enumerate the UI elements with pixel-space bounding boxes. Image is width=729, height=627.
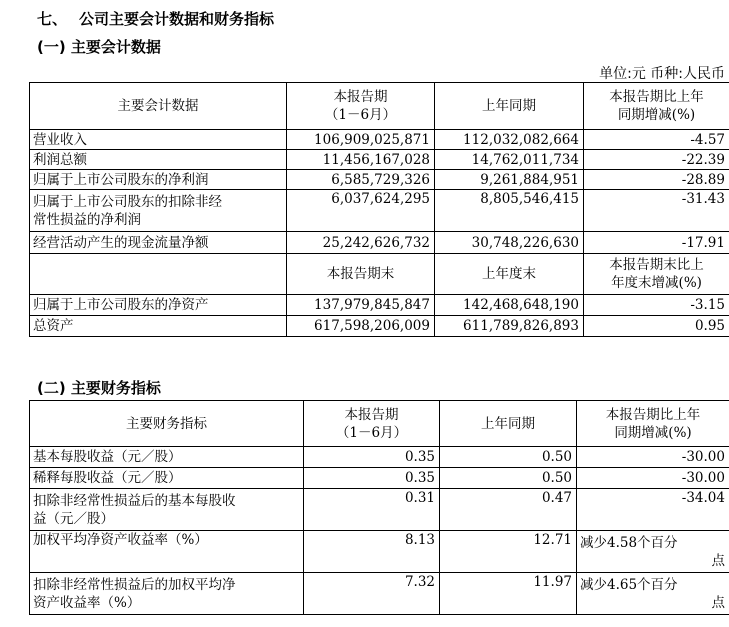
cell-current: 0.35 — [304, 468, 440, 489]
cell-prior: 0.47 — [440, 489, 577, 531]
header-text: 同期增减(%) — [614, 424, 692, 441]
row-label: 归属于上市公司股东的净利润 — [30, 170, 287, 190]
row-label: 加权平均净资产收益率（%） — [30, 531, 304, 573]
row-label: 利润总额 — [30, 150, 287, 170]
header-cell-change — [577, 401, 729, 447]
header-text: 本报告期 — [333, 89, 388, 105]
cell-change-line: 点 — [711, 552, 725, 569]
table-subheader-row — [30, 254, 729, 295]
cell-change: -17.91 — [584, 232, 729, 254]
cell-prior: 12.71 — [440, 531, 577, 573]
row-label: 归属于上市公司股东的净资产 — [30, 295, 287, 316]
row-label — [30, 190, 287, 232]
header-text: 本报告期末比上 — [609, 257, 704, 273]
row-label-line: 扣除非经常性损益后的基本每股收 — [33, 492, 236, 509]
cell-change-line: 减少4.58个百分 — [580, 534, 678, 551]
row-label: 基本每股收益（元／股） — [30, 447, 304, 468]
cell-current: 137,979,845,847 — [287, 295, 435, 316]
section-title: 公司主要会计数据和财务指标 — [79, 10, 275, 28]
cell-current: 6,037,624,295 — [287, 190, 435, 232]
header-cell-empty — [30, 254, 287, 295]
row-label: 经营活动产生的现金流量净额 — [30, 232, 287, 254]
cell-prior: 112,032,082,664 — [435, 130, 584, 150]
financial-indicators-table — [29, 400, 729, 615]
header-cell-prior-period: 上年同期 — [440, 401, 577, 447]
table-row — [30, 150, 729, 170]
cell-current: 6,585,729,326 — [287, 170, 435, 190]
cell-current: 0.31 — [304, 489, 440, 531]
row-label-line: 资产收益率（%） — [33, 594, 141, 611]
table-row — [30, 489, 729, 531]
table-row — [30, 190, 729, 232]
row-label-line: 益（元／股） — [33, 510, 114, 527]
cell-change-line: 点 — [711, 594, 725, 611]
cell-prior: 611,789,826,893 — [435, 316, 584, 337]
header-cell-change — [584, 83, 729, 130]
header-text: 本报告期比上年 — [609, 89, 704, 105]
cell-prior: 11.97 — [440, 573, 577, 615]
header-text: 年度末增减(%) — [611, 275, 702, 291]
table-row — [30, 468, 729, 489]
cell-change-line: 减少4.65个百分 — [580, 576, 678, 593]
section-number: 七、 — [37, 10, 68, 28]
header-cell-prior-period: 上年同期 — [435, 83, 584, 130]
cell-current: 8.13 — [304, 531, 440, 573]
cell-current: 11,456,167,028 — [287, 150, 435, 170]
subsection-heading-financial-indicators: (二) 主要财务指标 — [37, 379, 161, 397]
table-row — [30, 573, 729, 615]
row-label — [30, 489, 304, 531]
table-row — [30, 130, 729, 150]
cell-change: -30.00 — [577, 447, 729, 468]
cell-change: -22.39 — [584, 150, 729, 170]
header-cell-current-period — [287, 83, 435, 130]
row-label — [30, 573, 304, 615]
cell-prior: 0.50 — [440, 468, 577, 489]
cell-change: -28.89 — [584, 170, 729, 190]
cell-prior: 9,261,884,951 — [435, 170, 584, 190]
header-text: 本报告期 — [344, 406, 399, 423]
table-row — [30, 447, 729, 468]
table-row — [30, 232, 729, 254]
cell-current: 106,909,025,871 — [287, 130, 435, 150]
header-cell-current-period — [304, 401, 440, 447]
cell-current: 25,242,626,732 — [287, 232, 435, 254]
row-label-line: 扣除非经常性损益后的加权平均净 — [33, 576, 236, 593]
unit-currency-note: 单位:元 币种:人民币 — [599, 66, 725, 82]
header-cell-item: 主要财务指标 — [30, 401, 304, 447]
row-label-line: 常性损益的净利润 — [33, 211, 141, 228]
header-cell-period-end: 本报告期末 — [287, 254, 435, 295]
cell-prior: 8,805,546,415 — [435, 190, 584, 232]
cell-change: -4.57 — [584, 130, 729, 150]
cell-prior: 0.50 — [440, 447, 577, 468]
cell-change: 0.95 — [584, 316, 729, 337]
cell-current: 0.35 — [304, 447, 440, 468]
cell-current: 617,598,206,009 — [287, 316, 435, 337]
cell-current: 7.32 — [304, 573, 440, 615]
table-row — [30, 316, 729, 337]
section-heading — [37, 8, 274, 29]
header-text: （1－6月） — [324, 107, 397, 123]
accounting-data-table — [29, 82, 729, 337]
cell-change: -3.15 — [584, 295, 729, 316]
table-row — [30, 531, 729, 573]
header-text: 同期增减(%) — [617, 107, 696, 123]
table-header-row — [30, 83, 729, 130]
table-row — [30, 170, 729, 190]
table-row — [30, 295, 729, 316]
header-cell-item: 主要会计数据 — [30, 83, 287, 130]
table-header-row — [30, 401, 729, 447]
cell-change: -30.00 — [577, 468, 729, 489]
cell-change — [577, 573, 729, 615]
cell-prior: 14,762,011,734 — [435, 150, 584, 170]
cell-prior: 142,468,648,190 — [435, 295, 584, 316]
cell-change — [577, 531, 729, 573]
cell-change: -31.43 — [584, 190, 729, 232]
row-label-line: 归属于上市公司股东的扣除非经 — [33, 193, 222, 210]
header-text: 本报告期比上年 — [605, 406, 701, 423]
row-label: 总资产 — [30, 316, 287, 337]
header-text: （1－6月） — [335, 424, 408, 441]
row-label: 稀释每股收益（元／股） — [30, 468, 304, 489]
cell-prior: 30,748,226,630 — [435, 232, 584, 254]
header-cell-change — [584, 254, 729, 295]
subsection-heading-accounting-data: (一) 主要会计数据 — [37, 38, 161, 56]
row-label: 营业收入 — [30, 130, 287, 150]
cell-change: -34.04 — [577, 489, 729, 531]
header-cell-prior-year-end: 上年度末 — [435, 254, 584, 295]
